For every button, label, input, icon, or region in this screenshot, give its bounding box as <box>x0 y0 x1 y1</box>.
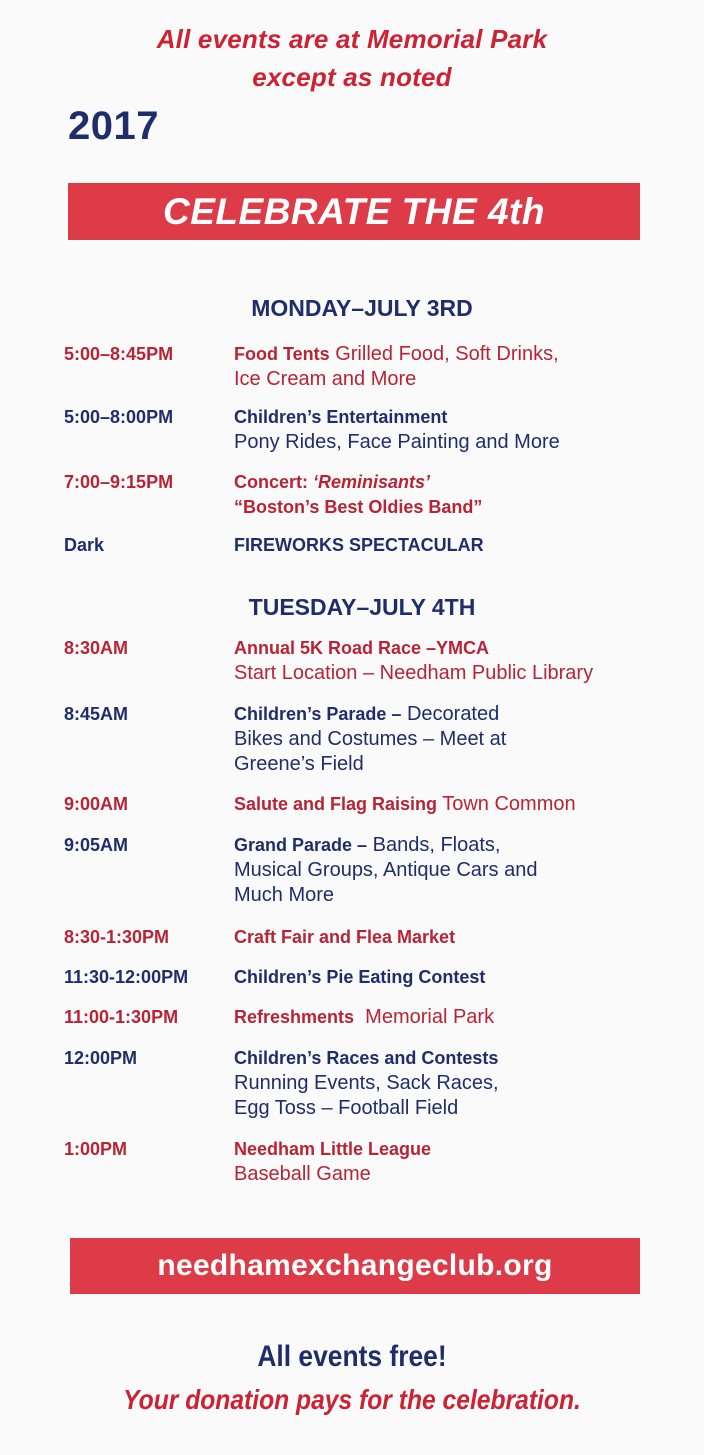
event-detail: Running Events, Sack Races, <box>234 1072 499 1094</box>
event-description <box>234 702 674 777</box>
celebrate-banner: CELEBRATE THE 4th <box>68 183 640 240</box>
event-title: Children’s Entertainment <box>234 407 448 427</box>
event-description <box>234 1137 674 1187</box>
event-time: 7:00–9:15PM <box>64 472 174 492</box>
event-detail: Egg Toss – Football Field <box>234 1097 459 1119</box>
event-detail: Much More <box>234 884 335 906</box>
event-detail: Decorated <box>401 703 500 725</box>
event-time: Dark <box>64 535 105 555</box>
event-description <box>234 925 674 950</box>
donation-note: Your donation pays for the celebration. <box>123 1384 581 1415</box>
monday-heading: MONDAY–JULY 3RD <box>251 295 473 321</box>
event-detail: Ice Cream and More <box>234 368 417 390</box>
event-detail: Musical Groups, Antique Cars and <box>234 859 538 881</box>
event-description <box>234 965 674 990</box>
free-events-note: All events free! <box>257 1340 447 1373</box>
event-description <box>234 533 674 558</box>
event-title: Children’s Pie Eating Contest <box>234 967 486 987</box>
event-description <box>234 833 674 908</box>
event-time: 9:00AM <box>64 794 129 814</box>
event-time: 11:30-12:00PM <box>64 967 189 987</box>
website-banner: needhamexchangeclub.org <box>70 1238 640 1294</box>
event-time: 8:30AM <box>64 638 129 658</box>
event-time: 5:00–8:45PM <box>64 344 174 364</box>
event-time: 11:00-1:30PM <box>64 1007 179 1027</box>
event-detail: Greene’s Field <box>234 753 364 775</box>
event-detail: Baseball Game <box>234 1163 371 1185</box>
event-time: 9:05AM <box>64 835 129 855</box>
event-detail: Grilled Food, Soft Drinks, <box>329 343 559 365</box>
event-title: Grand Parade – <box>234 835 368 855</box>
event-description <box>234 792 674 817</box>
event-title: Refreshments <box>234 1007 355 1027</box>
event-description <box>234 342 674 392</box>
event-title: Annual 5K Road Race –YMCA <box>234 638 490 658</box>
event-detail: Bikes and Costumes – Meet at <box>234 728 507 750</box>
event-description <box>234 1046 674 1121</box>
event-title: Children’s Parade – <box>234 704 402 724</box>
event-time: 5:00–8:00PM <box>64 407 174 427</box>
event-title: Food Tents <box>234 344 330 364</box>
event-detail: “Boston’s Best Oldies Band” <box>234 497 483 517</box>
event-time: 8:30-1:30PM <box>64 927 170 947</box>
event-title: Craft Fair and Flea Market <box>234 927 456 947</box>
event-time: 8:45AM <box>64 704 129 724</box>
event-title: Concert: <box>234 472 314 492</box>
event-time: 12:00PM <box>64 1048 138 1068</box>
event-title: FIREWORKS SPECTACULAR <box>234 535 484 555</box>
event-description <box>234 470 674 520</box>
event-description <box>234 405 674 455</box>
location-note-line2: except as noted <box>252 62 452 92</box>
event-detail: Pony Rides, Face Painting and More <box>234 431 560 453</box>
location-note-line1: All events are at Memorial Park <box>156 24 548 54</box>
event-title: Salute and Flag Raising <box>234 794 438 814</box>
event-detail: Start Location – Needham Public Library <box>234 662 594 684</box>
year-heading: 2017 <box>68 104 159 148</box>
event-detail: Bands, Floats, <box>367 834 501 856</box>
event-description <box>234 1005 674 1030</box>
band-name: ‘Reminisants’ <box>313 472 431 492</box>
event-description <box>234 636 674 686</box>
event-title: Children’s Races and Contests <box>234 1048 499 1068</box>
event-detail: Town Common <box>437 793 576 815</box>
event-detail: Memorial Park <box>354 1006 495 1028</box>
event-title: Needham Little League <box>234 1139 432 1159</box>
tuesday-heading: TUESDAY–JULY 4TH <box>248 594 476 620</box>
event-time: 1:00PM <box>64 1139 128 1159</box>
